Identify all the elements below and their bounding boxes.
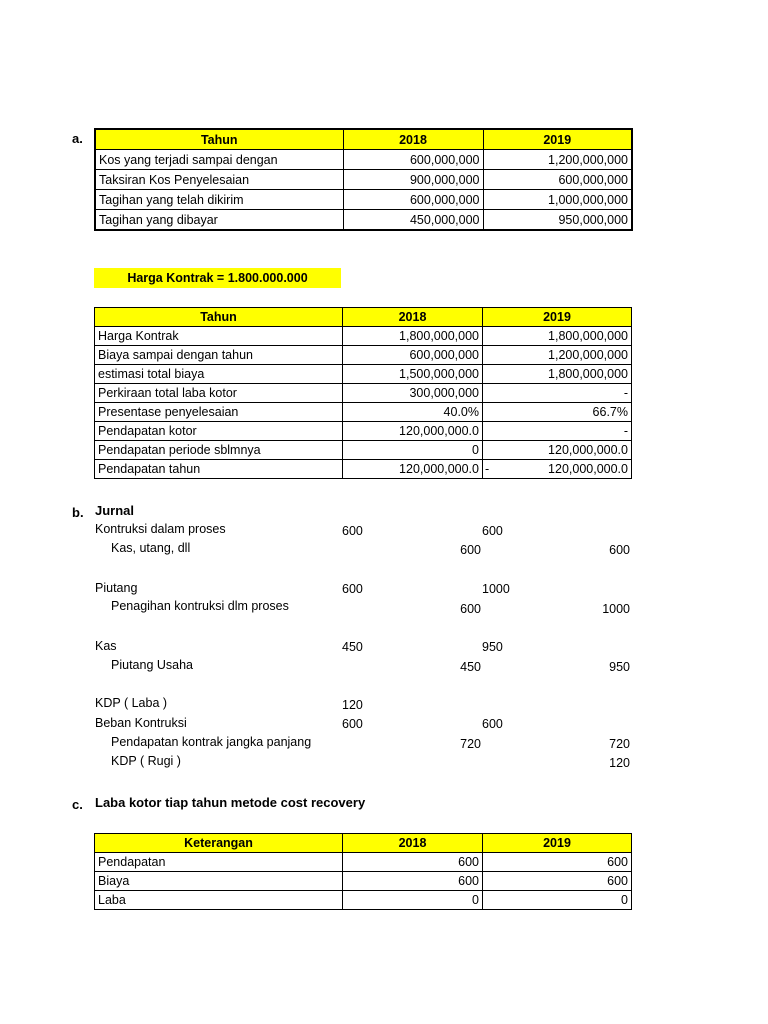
cell-2018: 450,000,000 — [343, 210, 483, 231]
cell-2019: 1,200,000,000 — [483, 150, 632, 170]
header-tahun: Tahun — [95, 129, 343, 150]
header-2018: 2018 — [343, 834, 483, 853]
journal-debit-2019: 950 — [482, 640, 503, 654]
cell-2019: 1,800,000,000 — [483, 365, 632, 384]
journal-beban-2018: 600 — [342, 717, 363, 731]
row-label: Tagihan yang dibayar — [95, 210, 343, 231]
cell-2019: 600 — [483, 872, 632, 891]
table-row — [95, 150, 632, 170]
table-row — [95, 365, 632, 384]
cell-2019: 1,800,000,000 — [483, 327, 632, 346]
journal-debit-2018: 600 — [342, 582, 363, 596]
journal-kdp-rugi: KDP ( Rugi ) — [111, 754, 181, 768]
cell-2019 — [483, 460, 632, 479]
journal-credit-account: Piutang Usaha — [111, 658, 194, 672]
journal-kdp-laba-2018: 120 — [342, 698, 363, 712]
cell-2019: 1,000,000,000 — [483, 190, 632, 210]
journal-debit-2018: 450 — [342, 640, 363, 654]
table-row — [95, 891, 632, 910]
header-keterangan: Keterangan — [95, 834, 343, 853]
journal-debit-2019: 600 — [482, 524, 503, 538]
row-label: Presentase penyelesaian — [95, 403, 343, 422]
row-label: Laba — [95, 891, 343, 910]
revenue-table — [94, 307, 632, 479]
table-row — [95, 346, 632, 365]
cost-table — [94, 128, 633, 231]
table-row — [95, 853, 632, 872]
row-label: Biaya — [95, 872, 343, 891]
cell-2019: - — [483, 384, 632, 403]
cost-table-header — [95, 129, 632, 150]
cell-2019: - — [483, 422, 632, 441]
row-label: Pendapatan — [95, 853, 343, 872]
cell-2019: 120,000,000.0 — [483, 441, 632, 460]
journal-credit-2018: 600 — [460, 543, 481, 557]
cell-2018: 600,000,000 — [343, 150, 483, 170]
cell-2018: 600 — [343, 853, 483, 872]
journal-debit-account: Kontruksi dalam proses — [95, 522, 226, 536]
cell-2018: 600,000,000 — [343, 346, 483, 365]
cell-2018: 120,000,000.0 — [343, 422, 483, 441]
journal-pendapatan-2018: 720 — [460, 737, 481, 751]
minus-mark: - — [485, 462, 490, 476]
cost-recovery-header — [95, 834, 632, 853]
cell-2019-value: 120,000,000.0 — [548, 462, 628, 476]
row-label: estimasi total biaya — [95, 365, 343, 384]
row-label: Pendapatan tahun — [95, 460, 343, 479]
cell-2019: 600 — [483, 853, 632, 872]
row-label: Biaya sampai dengan tahun — [95, 346, 343, 365]
journal-credit-2019: 1000 — [602, 602, 630, 616]
journal-debit-2019: 1000 — [482, 582, 510, 596]
cell-2019: 0 — [483, 891, 632, 910]
row-label: Perkiraan total laba kotor — [95, 384, 343, 403]
cell-2018: 900,000,000 — [343, 170, 483, 190]
journal-debit-account: Kas — [95, 639, 117, 653]
table-row — [95, 190, 632, 210]
table-row — [95, 441, 632, 460]
journal-credit-2019: 600 — [609, 543, 630, 557]
section-b-label: b. — [72, 505, 84, 520]
contract-price-label: Harga Kontrak = 1.800.000.000 — [94, 268, 341, 288]
journal-beban: Beban Kontruksi — [95, 716, 187, 730]
cell-2018: 600,000,000 — [343, 190, 483, 210]
row-label: Taksiran Kos Penyelesaian — [95, 170, 343, 190]
journal-pendapatan: Pendapatan kontrak jangka panjang — [111, 735, 312, 749]
cell-2018: 300,000,000 — [343, 384, 483, 403]
journal-credit-2018: 600 — [460, 602, 481, 616]
table-row — [95, 403, 632, 422]
journal-credit-2018: 450 — [460, 660, 481, 674]
cell-2018: 1,500,000,000 — [343, 365, 483, 384]
row-label: Pendapatan kotor — [95, 422, 343, 441]
cell-2018: 120,000,000.0 — [343, 460, 483, 479]
journal-debit-account: Piutang — [95, 581, 138, 595]
table-row — [95, 170, 632, 190]
section-b-title: Jurnal — [95, 503, 135, 518]
row-label: Kos yang terjadi sampai dengan — [95, 150, 343, 170]
journal-credit-2019: 950 — [609, 660, 630, 674]
header-2019: 2019 — [483, 834, 632, 853]
journal-credit-account: Kas, utang, dll — [111, 541, 191, 555]
cell-2018: 600 — [343, 872, 483, 891]
revenue-table-header — [95, 308, 632, 327]
header-2019: 2019 — [483, 308, 632, 327]
table-row — [95, 460, 632, 479]
table-row — [95, 327, 632, 346]
journal-kdp-rugi-2019: 120 — [609, 756, 630, 770]
section-c-label: c. — [72, 797, 83, 812]
header-2018: 2018 — [343, 129, 483, 150]
cell-2019: 600,000,000 — [483, 170, 632, 190]
cell-2018: 40.0% — [343, 403, 483, 422]
cell-2019: 66.7% — [483, 403, 632, 422]
cell-2019: 1,200,000,000 — [483, 346, 632, 365]
row-label: Tagihan yang telah dikirim — [95, 190, 343, 210]
row-label: Pendapatan periode sblmnya — [95, 441, 343, 460]
journal-credit-account: Penagihan kontruksi dlm proses — [111, 599, 289, 613]
journal-debit-2018: 600 — [342, 524, 363, 538]
cell-2018: 0 — [343, 891, 483, 910]
table-row — [95, 872, 632, 891]
table-row — [95, 210, 632, 231]
row-label: Harga Kontrak — [95, 327, 343, 346]
cell-2018: 0 — [343, 441, 483, 460]
section-c-title: Laba kotor tiap tahun metode cost recovery — [95, 795, 366, 810]
table-row — [95, 384, 632, 403]
journal-pendapatan-2019: 720 — [609, 737, 630, 751]
header-tahun: Tahun — [95, 308, 343, 327]
header-2018: 2018 — [343, 308, 483, 327]
journal-kdp-laba: KDP ( Laba ) — [95, 696, 168, 710]
cell-2018: 1,800,000,000 — [343, 327, 483, 346]
journal-beban-2019: 600 — [482, 717, 503, 731]
table-row — [95, 422, 632, 441]
section-a-label: a. — [72, 131, 83, 146]
cost-recovery-table — [94, 833, 632, 910]
cell-2019: 950,000,000 — [483, 210, 632, 231]
header-2019: 2019 — [483, 129, 632, 150]
